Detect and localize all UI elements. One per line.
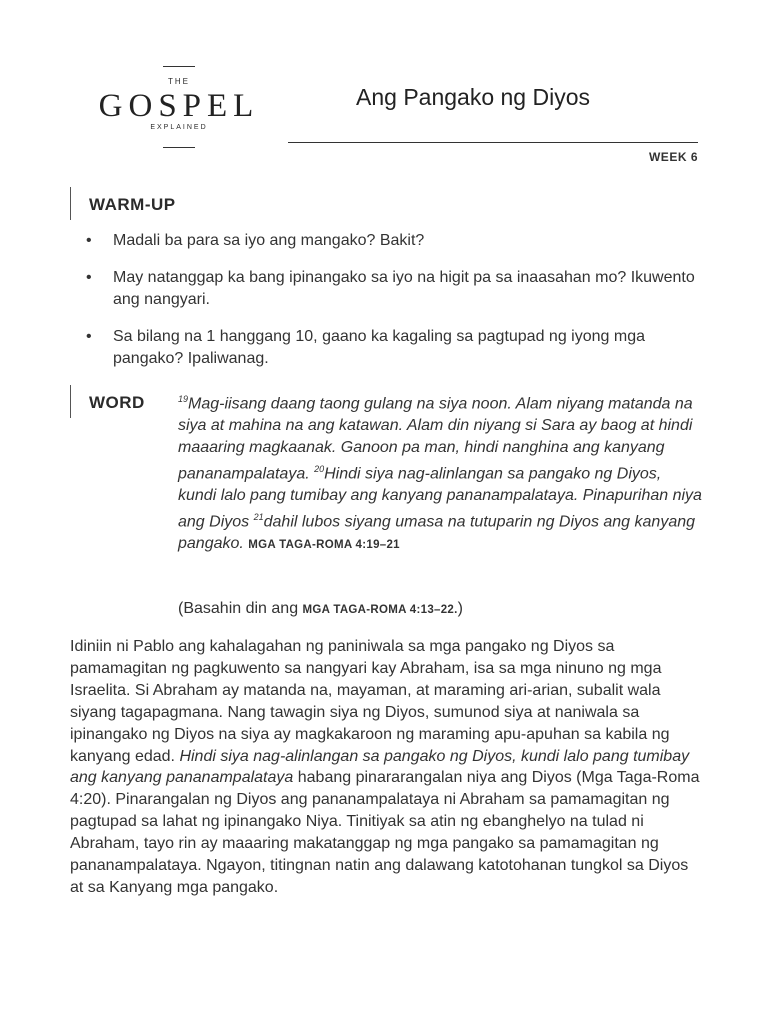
logo-the: THE — [168, 77, 190, 86]
commentary-italic-quote: Hindi siya nag-alinlangan sa pangako ng Diyos, kundi lalo pang tumibay ang kanyang pananampalataya — [70, 747, 690, 787]
read-also-suffix: ) — [457, 600, 463, 617]
logo-explained: EXPLAINED — [150, 124, 208, 131]
warmup-question-list — [86, 230, 706, 385]
logo-top-rule — [163, 66, 195, 67]
verse-number-21: 21 — [253, 511, 264, 522]
read-also-prefix: (Basahin din ang — [178, 600, 299, 617]
commentary-part-2: habang pinararangalan niya ang Diyos (Mga Taga-Roma 4:20). Pinarangalan ng Diyos ang pananampalataya ni Abraham sa pamamagitan ng pagtupad sa lahat ng ipinangako Niya. Tinitiyak sa atin ng ebanghelyo na tulad ni Abraham, tayo rin ay maaaring makatanggap ng mga pangako sa pamamagitan ng pananampalataya. Ngayon, titingnan natin ang dalawang katotohanan tungkol sa Diyos at sa Kanyang mga pangako. — [70, 769, 700, 896]
title-divider — [288, 142, 698, 143]
verse-number-19: 19 — [178, 394, 189, 404]
logo-gospel: GOSPEL — [98, 88, 260, 124]
commentary-paragraph — [70, 636, 702, 899]
warmup-heading: WARM-UP — [89, 195, 176, 214]
read-also-reference: MGA TAGA-ROMA 4:13–22. — [302, 604, 458, 616]
list-item: • May natanggap ka bang ipinangako sa iyo na higit pa sa inaasahan mo? Ikuwento ang nangyari. — [86, 267, 706, 311]
scripture-reference: MGA TAGA-ROMA 4:19–21 — [248, 538, 400, 551]
commentary-part-1: Idiniin ni Pablo ang kahalagahan ng paniniwala sa mga pangako ng Diyos sa pamamagitan ng pagkuwento sa nangyari kay Abraham, isa sa mga ninuno ng mga Israelita. Si Abraham ay matanda na, mayaman, at maraming ari-arian, subalit wala siyang tagapagmana. Nang tawagin siya ng Diyos, sumunod siya at naniwala sa ipinangako ng Diyos na siya ay magkakaroon ng maraming apu-apuhan sa kabila ng kanyang edad. — [70, 638, 670, 765]
page-title: Ang Pangako ng Diyos — [356, 84, 590, 110]
word-section-bar — [70, 385, 71, 418]
week-label: WEEK 6 — [648, 150, 698, 164]
read-also-note — [178, 600, 463, 618]
logo-bottom-rule — [163, 147, 195, 148]
word-heading: WORD — [89, 393, 145, 412]
verse-21-text: dahil lubos siyang umasa na tutuparin ng Diyos ang kanyang pangako. — [178, 512, 696, 552]
verse-20-text: Hindi siya nag-alinlangan sa pangako ng Diyos, kundi lalo pang tumibay ang kanyang pananampalataya. Pinapurihan niya ang Diyos — [178, 465, 702, 530]
verse-19-text: Mag-iisang daang taong gulang na siya noon. Alam niyang matanda na siya at mahina na ang katawan. Alam din niyang si Sara ay baog at hindi maaaring magkaanak. Ganoon pa man, hindi nanghina ang kanyang pananampalataya. — [178, 395, 693, 483]
list-item: • Madali ba para sa iyo ang mangako? Bakit? — [86, 230, 706, 252]
warmup-section-bar — [70, 187, 71, 220]
verse-number-20: 20 — [314, 463, 325, 474]
list-item: • Sa bilang na 1 hanggang 10, gaano ka kagaling sa pagtupad ng iyong mga pangako? Ipaliwanag. — [86, 326, 706, 370]
scripture-passage — [178, 389, 703, 557]
gospel-explained-logo — [76, 66, 282, 148]
